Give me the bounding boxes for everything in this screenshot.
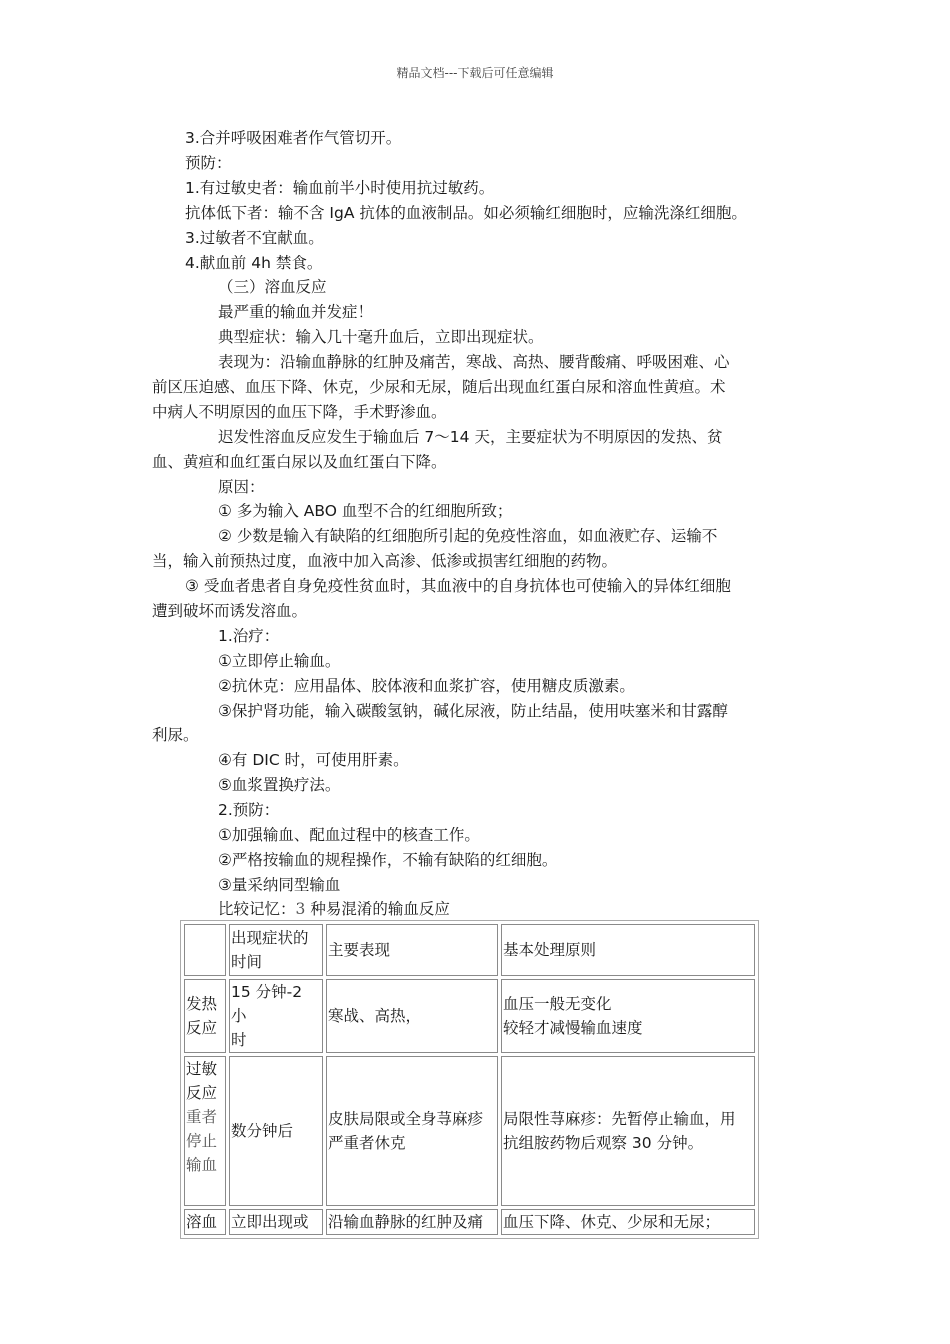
body-line: ③ 受血者患者自身免疫性贫血时，其血液中的自身抗体也可使输入的异体红细胞 xyxy=(185,577,731,595)
cell-line: 过敏 xyxy=(186,1060,218,1078)
table-row xyxy=(184,1209,755,1235)
cell-line: 严重者休克 xyxy=(328,1134,406,1152)
table-cell: 沿输血静脉的红肿及痛 xyxy=(326,1209,498,1235)
body-line: ④有 DIC 时，可使用肝素。 xyxy=(218,751,409,769)
table-cell: 溶血 xyxy=(184,1209,226,1235)
table-cell xyxy=(229,979,323,1053)
body-line: 2.预防： xyxy=(218,801,280,819)
table-cell: 寒战、高热， xyxy=(326,979,498,1053)
body-line: 3.过敏者不宜献血。 xyxy=(185,229,324,247)
body-line: 利尿。 xyxy=(152,726,199,744)
comparison-table xyxy=(180,920,759,1239)
cell-line: 较轻才减慢输血速度 xyxy=(503,1019,643,1037)
table-row xyxy=(184,979,755,1053)
body-line: 典型症状：输入几十毫升血后，立即出现症状。 xyxy=(218,328,544,346)
body-line: 1.有过敏史者：输血前半小时使用抗过敏药。 xyxy=(185,179,495,197)
body-line: ② 少数是输入有缺陷的红细胞所引起的免疫性溶血，如血液贮存、运输不 xyxy=(218,527,718,545)
table-cell xyxy=(184,979,226,1053)
body-line: 最严重的输血并发症！ xyxy=(218,303,374,321)
table-cell xyxy=(326,1056,498,1206)
body-line: 原因： xyxy=(218,478,265,496)
cell-note-line: 重者 xyxy=(186,1108,218,1126)
body-line: 前区压迫感、血压下降、休克，少尿和无尿，随后出现血红蛋白尿和溶血性黄疸。术 xyxy=(152,378,726,396)
body-line: 表现为：沿输血静脉的红肿及痛苦，寒战、高热、腰背酸痛、呼吸困难、心 xyxy=(218,353,730,371)
table-cell: 血压下降、休克、少尿和无尿； xyxy=(501,1209,755,1235)
cell-line: 局限性荨麻疹：先暂停止输血，用 xyxy=(503,1110,736,1128)
cell-line: 时 xyxy=(231,1031,247,1049)
body-line: 血、黄疸和血红蛋白尿以及血红蛋白下降。 xyxy=(152,453,447,471)
cell-line: 皮肤局限或全身荨麻疹 xyxy=(328,1110,484,1128)
table-row xyxy=(184,1056,755,1206)
table-header-cell: 主要表现 xyxy=(326,924,498,976)
body-line: 中病人不明原因的血压下降，手术野渗血。 xyxy=(152,403,447,421)
header-time-line: 出现症状的 xyxy=(231,929,309,947)
body-line: 抗体低下者：输不含 IgA 抗体的血液制品。如必须输红细胞时，应输洗涤红细胞。 xyxy=(185,204,747,222)
body-line: ②严格按输血的规程操作，不输有缺陷的红细胞。 xyxy=(218,851,558,869)
caption-number: 3 xyxy=(295,900,306,918)
table-cell: 数分钟后 xyxy=(229,1056,323,1206)
body-line: ②抗休克：应用晶体、胶体液和血浆扩容，使用糖皮质激素。 xyxy=(218,677,635,695)
table-header-cell xyxy=(184,924,226,976)
cell-line: 发热 xyxy=(186,995,218,1013)
body-line: ①加强输血、配血过程中的核查工作。 xyxy=(218,826,480,844)
body-line: 1.治疗： xyxy=(218,627,280,645)
table-cell: 立即出现或 xyxy=(229,1209,323,1235)
body-line: 当，输入前预热过度，血液中加入高渗、低渗或损害红细胞的药物。 xyxy=(152,552,618,570)
cell-note-line: 输血 xyxy=(186,1156,218,1174)
caption-suffix: 种易混淆的输血反应 xyxy=(305,900,450,918)
page-header: 精品文档---下载后可任意编辑 xyxy=(396,66,554,80)
body-line: 迟发性溶血反应发生于输血后 7～14 天，主要症状为不明原因的发热、贫 xyxy=(218,428,723,446)
body-line: 3.合并呼吸困难者作气管切开。 xyxy=(185,129,402,147)
header-time-line: 时间 xyxy=(231,953,263,971)
cell-line: 抗组胺药物后观察 30 分钟。 xyxy=(503,1134,704,1152)
body-line: ③保护肾功能，输入碳酸氢钠，碱化尿液，防止结晶，使用呋塞米和甘露醇 xyxy=(218,702,728,720)
body-line: 4.献血前 4h 禁食。 xyxy=(185,254,323,272)
body-line: 预防： xyxy=(185,154,232,172)
section-heading: （三）溶血反应 xyxy=(218,278,327,296)
table-cell xyxy=(501,979,755,1053)
table-header-cell: 基本处理原则 xyxy=(501,924,755,976)
body-line: ③量采纳同型输血 xyxy=(218,876,341,894)
table-header-cell xyxy=(229,924,323,976)
table-cell xyxy=(501,1056,755,1206)
caption-prefix: 比较记忆： xyxy=(218,900,296,918)
cell-line: 15 分钟-2 小 xyxy=(231,983,303,1025)
table-caption xyxy=(218,898,450,920)
cell-line: 反应 xyxy=(186,1084,218,1102)
cell-line: 血压一般无变化 xyxy=(503,995,612,1013)
body-line: ①立即停止输血。 xyxy=(218,652,341,670)
cell-line: 反应 xyxy=(186,1019,218,1037)
body-line: ① 多为输入 ABO 血型不合的红细胞所致； xyxy=(218,502,513,520)
table-cell xyxy=(184,1056,226,1206)
cell-note-line: 停止 xyxy=(186,1132,218,1150)
body-line: 遭到破坏而诱发溶血。 xyxy=(152,602,308,620)
table-header-row xyxy=(184,924,755,976)
body-line: ⑤血浆置换疗法。 xyxy=(218,776,341,794)
